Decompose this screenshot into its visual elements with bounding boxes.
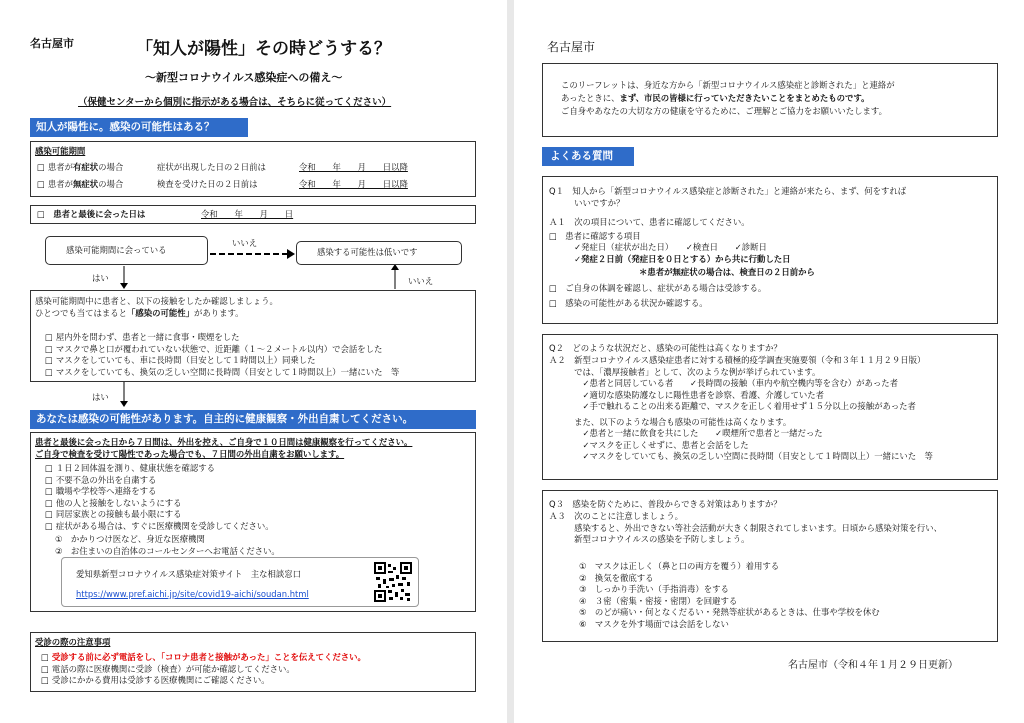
contact-item: □ マスクで鼻と口が覆われていない状態で、近距離（１～２メートル以内）で会話をした [45, 344, 399, 356]
period-cond-symptomatic: 症状が出現した日の２日前は [157, 162, 266, 172]
intro-line-2: あったときに、まず、市民の皆様に行っていただきたいことをまとめたものです。 [561, 93, 870, 103]
page-subtitle: ～新型コロナウイルス感染症への備え～ [145, 71, 343, 84]
leaflet-page-left [0, 0, 507, 723]
flow-yes-label-1: はい [92, 273, 109, 283]
observation-list [45, 463, 274, 532]
faq-question-1: Q１ 知人から「新型コロナウイルス感染症と診断された」と連絡が来たら、まず、何をすれば いいですか？ [549, 186, 907, 208]
notice-list [41, 652, 366, 687]
faq-heading: よくある質問 [542, 147, 634, 166]
period-date-asymptomatic: 令和 年 月 日以降 [299, 179, 408, 189]
flow-no-label-1: いいえ [232, 238, 258, 248]
section-heading-possibility: 知人が陽性に。感染の可能性はある？ [30, 118, 248, 137]
faq-answer-1: Ａ１ 次の項目について、患者に確認してください。 □ 患者に確認する項目 ✓発症日（症状が出た日） ✓検査日 ✓診断日 ✓発症２日前（発症日を０日とする）から共に行動した日 ＊患者が無症状の場合は、検査日の２日前から □ ご自身の体調を確認し、症状がある場合は受診する。 □ 感染の可能性がある状況か確認する。 [549, 217, 815, 308]
intro-line-1: このリーフレットは、身近な方から「新型コロナウイルス感染症と診断された」と連絡が [561, 80, 895, 90]
last-met-date: 令和 年 月 日 [201, 209, 294, 219]
notice-heading: 受診の際の注意事項 [35, 637, 111, 647]
arrowhead-right [287, 249, 295, 259]
measure-item: ① マスクは正しく（鼻と口の両方を覆う）着用する [579, 561, 780, 571]
measure-item: ③ しっかり手洗い（手指消毒）をする [579, 584, 729, 594]
measure-item: ② 換気を徹底する [579, 572, 654, 583]
measure-item: ④ ３密（密集・密接・密閉）を回避する [579, 595, 738, 606]
city-label-right: 名古屋市 [547, 40, 596, 54]
observation-instruction-1: 患者と最後に会った日から７日間は、外出を控え、ご自身で１０日間は健康観察を行ってください。 [35, 437, 413, 447]
observation-item: □ 不要不急の外出を自粛する [45, 475, 274, 487]
flow-met-label: 感染可能期間に会っている [66, 245, 167, 255]
contact-item: □ マスクをしていても、換気の乏しい空間に長時間（目安として１時間以上）一緒にいた 等 [45, 367, 399, 379]
health-observation-box [30, 432, 476, 612]
site-url-link[interactable]: https://www.pref.aichi.jp/site/covid19-aichi/soudan.html [76, 589, 309, 599]
notice-item: □ 受診にかかる費用は受診する医療機関にご確認ください。 [41, 675, 366, 687]
faq-question-3: Q３ 感染を防ぐために、普段からできる対策はありますか？ [549, 499, 782, 509]
faq-q2-box [542, 334, 998, 480]
contact-item: □ マスクをしていても、車に長時間（目安として１時間以上）同乗した [45, 355, 399, 367]
instruction-note: （保健センターから個別に指示がある場合は、そちらに従ってください） [78, 97, 392, 108]
intro-line-3: ご自身やあなたの大切な方の健康を守るために、ご理解とご協力をお願いいたします。 [561, 106, 887, 116]
page-title: 「知人が陽性」その時どうする？ [136, 39, 391, 59]
observation-instruction-2: ご自身で検査を受けて陽性であった場合でも、７日間の外出自粛をお願いします。 [35, 449, 345, 459]
period-heading: 感染可能期間 [35, 146, 86, 156]
measure-item: ⑤ のどが痛い・何となくだるい・発熱等症状があるときは、仕事や学校を休む [579, 607, 880, 617]
observation-item: □ 症状がある場合は、すぐに医療機関を受診してください。 [45, 521, 274, 533]
observation-item: □ １日２回体温を測り、健康状態を確認する [45, 463, 274, 475]
last-met-label: □ 患者と最後に会った日は [37, 209, 146, 219]
city-label: 名古屋市 [30, 37, 74, 50]
intro-box [542, 63, 998, 137]
period-row-asymptomatic: □ 患者が無症状の場合 [37, 179, 123, 191]
site-name: 愛知県新型コロナウイルス感染症対策サイト 主な相談窓口 [76, 569, 302, 579]
consultation-site-box [61, 557, 419, 607]
observation-item: □ 職場や学校等へ連絡をする [45, 486, 274, 498]
faq-answer-2: Ａ２ 新型コロナウイルス感染症患者に対する積極的疫学調査実施要領（令和３年１１月２９日版） では、「濃厚接触者」として、次のような例が挙げられています。 ✓患者と同居している者 ✓長時間の接触（車内や航空機内等を含む）があった者 ✓適切な感染防護なしに陽性患者を診察、看護、介護していた者 ✓手で触れることの出来る距離で、マスクを正しく着用せず１５分以上の接触があった者 また、以下のような場合も感染の可能性は高くなります。 ✓患者と一緒に飲食を共にした ✓喫煙所で患者と一緒だった ✓マスクを正しくせずに、患者と会話をした ✓マスクをしていても、換気の乏しい空間に長時間（目安として１時間以上）一緒にいた 等 [549, 355, 933, 461]
notice-item: □ 受診する前に必ず電話をし、「コロナ患者と接触があった」ことを伝えてください。 [41, 652, 366, 664]
period-date-symptomatic: 令和 年 月 日以降 [299, 162, 408, 172]
period-row-symptomatic: □ 患者が有症状の場合 [37, 162, 123, 174]
contact-item: □ 屋内外を問わず、患者と一緒に食事・喫煙をした [45, 332, 399, 344]
faq-q3-box [542, 490, 998, 642]
observation-item: □ 他の人と接触をしないようにする [45, 498, 274, 510]
notice-item: □ 電話の際に医療機関に受診（検査）が可能か確認してください。 [41, 664, 366, 676]
qr-code-icon [374, 562, 412, 602]
flow-low-box [296, 241, 462, 265]
observation-item: □ 同居家族との接触も最小限にする [45, 509, 274, 521]
consultation-notice-box [30, 632, 476, 692]
faq-answer-3: Ａ３ 次のことに注意しましょう。 感染すると、外出できない等社会活動が大きく制限されてしまいます。日頃から感染対策を行い、 新型コロナウイルスの感染を予防しましょう。 [549, 511, 942, 544]
contact-list [45, 332, 399, 378]
section-heading-self-isolation: あなたは感染の可能性があります。自主的に健康観察・外出自粛してください。 [30, 410, 476, 429]
check-intro-1: 感染可能期間中に患者と、以下の接触をしたか確認しましょう。 [35, 296, 278, 306]
consult-item: ② お住まいの自治体のコールセンターへお電話ください。 [55, 545, 280, 556]
prevention-measures-list [579, 561, 880, 630]
consult-list [55, 534, 280, 557]
consult-item: ① かかりつけ医など、身近な医療機関 [55, 534, 205, 544]
check-intro-2: ひとつでも当てはまると「感染の可能性」があります。 [35, 308, 244, 318]
flow-low-label: 感染する可能性は低いです [317, 247, 418, 257]
flow-yes-label-2: はい [92, 392, 109, 402]
flow-no-label-2: いいえ [408, 276, 434, 286]
leaflet-page-right [514, 0, 1024, 723]
update-footer: 名古屋市（令和４年１月２９日更新） [788, 660, 958, 671]
faq-q1-box [542, 176, 998, 324]
faq-question-2: Q２ どのような状況だと、感染の可能性は高くなりますか？ [549, 343, 782, 353]
contact-check-box [30, 290, 476, 382]
measure-item: ⑥ マスクを外す場面では会話をしない [579, 618, 729, 629]
period-cond-asymptomatic: 検査を受けた日の２日前は [157, 179, 258, 189]
